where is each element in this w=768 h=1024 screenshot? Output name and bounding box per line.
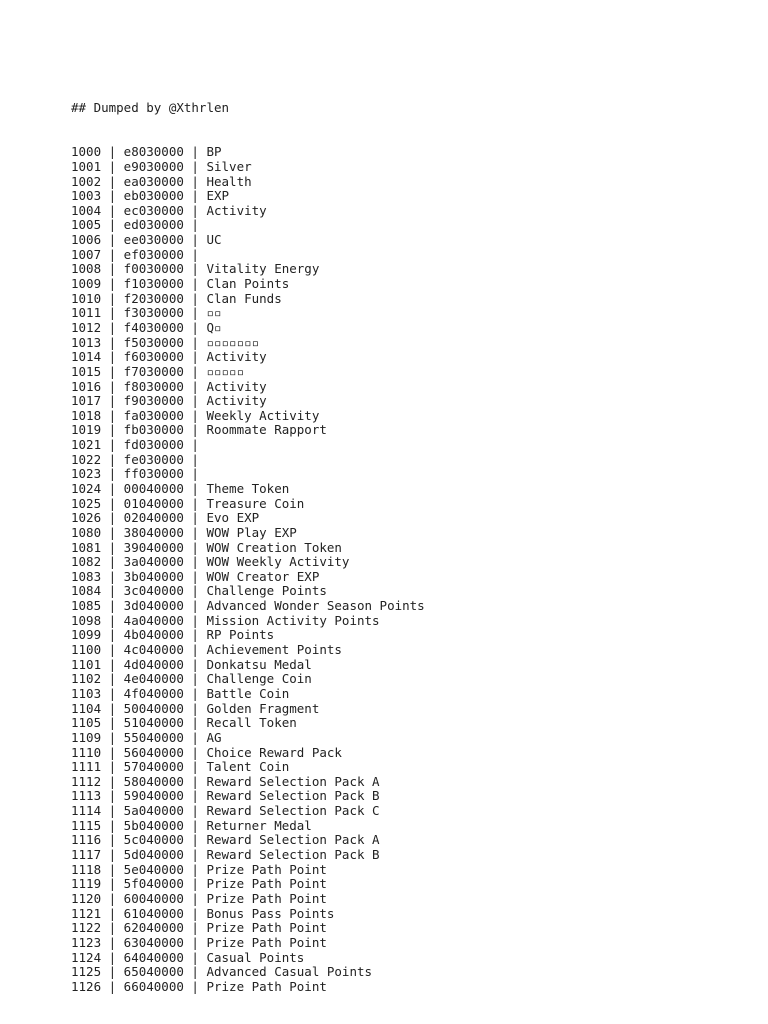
dump-row: 1124 | 64040000 | Casual Points <box>71 949 305 965</box>
dump-row: 1112 | 58040000 | Reward Selection Pack A <box>71 773 380 789</box>
dump-row: 1126 | 66040000 | Prize Path Point <box>71 978 327 994</box>
dump-row: 1021 | fd030000 | <box>71 437 199 453</box>
dump-row: 1125 | 65040000 | Advanced Casual Points <box>71 964 373 980</box>
dump-row: 1014 | f6030000 | Activity <box>71 349 267 365</box>
dump-row: 1001 | e9030000 | Silver <box>71 158 252 174</box>
dump-row: 1121 | 61040000 | Bonus Pass Points <box>71 905 335 921</box>
dump-row: 1099 | 4b040000 | RP Points <box>71 627 275 643</box>
dump-row: 1011 | f3030000 | ▫▫ <box>71 305 222 321</box>
dump-row: 1005 | ed030000 | <box>71 217 199 233</box>
dump-row: 1016 | f8030000 | Activity <box>71 378 267 394</box>
dump-row: 1115 | 5b040000 | Returner Medal <box>71 817 312 833</box>
dump-row: 1111 | 57040000 | Talent Coin <box>71 759 290 775</box>
dump-row: 1116 | 5c040000 | Reward Selection Pack A <box>71 832 380 848</box>
dump-row: 1009 | f1030000 | Clan Points <box>71 276 290 292</box>
dump-row: 1100 | 4c040000 | Achievement Points <box>71 642 342 658</box>
dump-row: 1081 | 39040000 | WOW Creation Token <box>71 539 342 555</box>
dump-row: 1080 | 38040000 | WOW Play EXP <box>71 524 297 540</box>
dump-row: 1022 | fe030000 | <box>71 451 199 467</box>
dump-row: 1120 | 60040000 | Prize Path Point <box>71 890 327 906</box>
dump-row: 1119 | 5f040000 | Prize Path Point <box>71 876 327 892</box>
dump-row: 1024 | 00040000 | Theme Token <box>71 481 290 496</box>
dump-row: 1110 | 56040000 | Choice Reward Pack <box>71 744 342 760</box>
dump-row: 1006 | ee030000 | UC <box>71 232 222 248</box>
dump-row: 1083 | 3b040000 | WOW Creator EXP <box>71 568 320 584</box>
dump-row: 1012 | f4030000 | Q▫ <box>71 319 222 335</box>
dump-row: 1117 | 5d040000 | Reward Selection Pack B <box>71 847 380 863</box>
dump-row: 1084 | 3c040000 | Challenge Points <box>71 583 327 599</box>
dump-header: ## Dumped by @Xthrlen <box>71 100 230 116</box>
dump-row: 1123 | 63040000 | Prize Path Point <box>71 934 327 950</box>
dump-row: 1102 | 4e040000 | Challenge Coin <box>71 671 312 687</box>
dump-row: 1105 | 51040000 | Recall Token <box>71 715 297 731</box>
dump-row: 1002 | ea030000 | Health <box>71 173 252 189</box>
dump-row: 1118 | 5e040000 | Prize Path Point <box>71 861 327 877</box>
dump-row: 1098 | 4a040000 | Mission Activity Points <box>71 612 380 628</box>
dump-row: 1003 | eb030000 | EXP <box>71 188 230 204</box>
dump-row: 1104 | 50040000 | Golden Fragment <box>71 700 320 716</box>
dump-row: 1114 | 5a040000 | Reward Selection Pack C <box>71 803 380 819</box>
dump-row: 1122 | 62040000 | Prize Path Point <box>71 920 327 936</box>
dump-row: 1023 | ff030000 | <box>71 466 199 482</box>
text-dump <box>71 72 425 1024</box>
dump-row: 1113 | 59040000 | Reward Selection Pack B <box>71 788 380 804</box>
dump-row: 1007 | ef030000 | <box>71 246 199 262</box>
dump-row: 1015 | f7030000 | ▫▫▫▫▫ <box>71 363 245 379</box>
dump-row: 1008 | f0030000 | Vitality Energy <box>71 261 320 277</box>
dump-row: 1019 | fb030000 | Roommate Rapport <box>71 422 327 438</box>
dump-row: 1000 | e8030000 | BP <box>71 144 222 160</box>
dump-row: 1085 | 3d040000 | Advanced Wonder Season Points <box>71 598 425 614</box>
dump-row: 1082 | 3a040000 | WOW Weekly Activity <box>71 554 350 570</box>
dump-row: 1013 | f5030000 | ▫▫▫▫▫▫▫ <box>71 334 260 350</box>
dump-row: 1004 | ec030000 | Activity <box>71 202 267 218</box>
dump-row: 1010 | f2030000 | Clan Funds <box>71 290 282 306</box>
dump-row: 1018 | fa030000 | Weekly Activity <box>71 407 320 423</box>
dump-row: 1017 | f9030000 | Activity <box>71 393 267 409</box>
dump-row: 1025 | 01040000 | Treasure Coin <box>71 495 305 511</box>
dump-rows <box>71 145 425 994</box>
dump-row: 1103 | 4f040000 | Battle Coin <box>71 685 290 701</box>
dump-row: 1026 | 02040000 | Evo EXP <box>71 510 260 526</box>
dump-row: 1101 | 4d040000 | Donkatsu Medal <box>71 656 312 672</box>
dump-row: 1109 | 55040000 | AG <box>71 729 222 745</box>
